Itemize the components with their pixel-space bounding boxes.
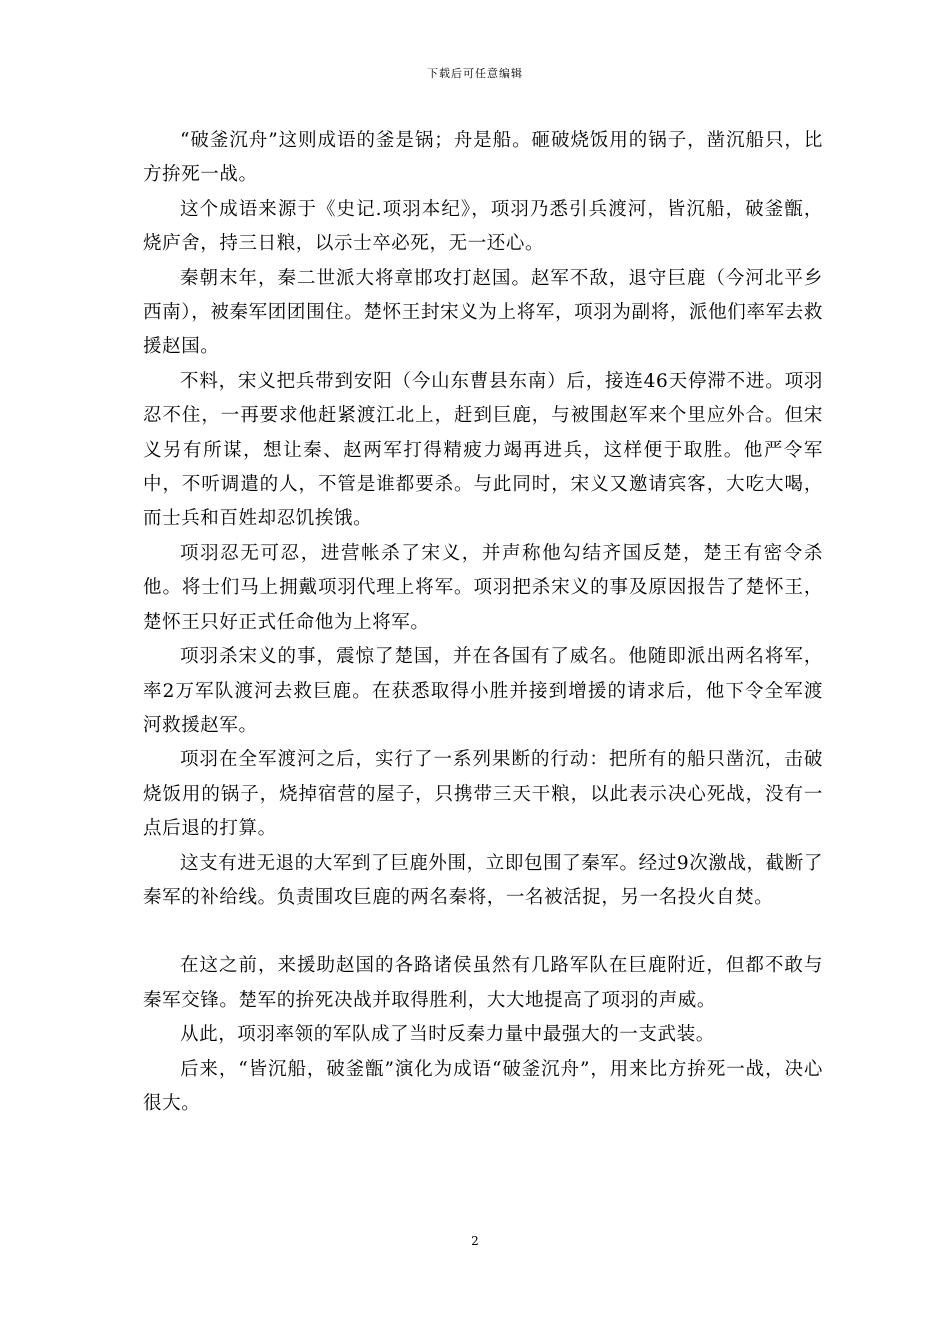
paragraph: 后来，“皆沉船，破釜甑”演化为成语“破釜沉舟”，用来比方拚死一战，决心很大。	[143, 1058, 823, 1114]
paragraph: 这个成语来源于《史记.项羽本纪》，项羽乃悉引兵渡河，皆沉船，破釜甑，烧庐舍，持三日粮，以示士卒必死，无一还心。	[143, 198, 823, 255]
page-number: 2	[471, 1234, 479, 1248]
paragraph: 这支有进无退的大军到了巨鹿外围，立即包围了秦军。经过9次激战，截断了秦军的补给线。负责围攻巨鹿的两名秦将，一名被活捉，另一名投火自焚。	[143, 852, 823, 908]
paragraph: 项羽杀宋义的事，震惊了楚国，并在各国有了威名。他随即派出两名将军，率2万军队渡河去救巨鹿。在获悉取得小胜并接到增援的请求后，他下令全军渡河救援赵军。	[143, 646, 823, 736]
paragraph: 从此，项羽率领的军队成了当时反秦力量中最强大的一支武装。	[180, 1024, 715, 1046]
paragraph: 项羽在全军渡河之后，实行了一系列果断的行动：把所有的船只凿沉，击破烧饭用的锅子，烧掉宿营的屋子，只携带三天干粮，以此表示决心死战，没有一点后退的打算。	[143, 749, 823, 840]
page-header: 下载后可任意编辑	[427, 67, 523, 80]
paragraph: 在这之前，来援助赵国的各路诸侯虽然有几路军队在巨鹿附近，但都不敢与秦军交锋。楚军的拚死决战并取得胜利，大大地提高了项羽的声威。	[143, 955, 823, 1011]
paragraph: 项羽忍无可忍，进营帐杀了宋义，并声称他勾结齐国反楚，楚王有密令杀他。将士们马上拥戴项羽代理上将军。项羽把杀宋义的事及原因报告了楚怀王，楚怀王只好正式任命他为上将军。	[143, 542, 823, 633]
paragraph: 秦朝末年，秦二世派大将章邯攻打赵国。赵军不敌，退守巨鹿（今河北平乡西南），被秦军团团围住。楚怀王封宋义为上将军，项羽为副将，派他们率军去救援赵国。	[143, 267, 823, 358]
paragraph: “破釜沉舟”这则成语的釜是锅；舟是船。砸破烧饭用的锅子，凿沉船只，比方拚死一战。	[143, 130, 823, 186]
paragraph: 不料，宋义把兵带到安阳（今山东曹县东南）后，接连46天停滞不进。项羽忍不住，一再要求他赶紧渡江北上，赶到巨鹿，与被围赵军来个里应外合。但宋义另有所谋，想让秦、赵两军打得精疲力竭再进兵，这样便于取胜。他严令军中，不听调遣的人，不管是谁都要杀。与此同时，宋义又邀请宾客，大吃大喝，而士兵和百姓却忍饥挨饿。	[143, 370, 823, 530]
document-body	[143, 124, 823, 1121]
